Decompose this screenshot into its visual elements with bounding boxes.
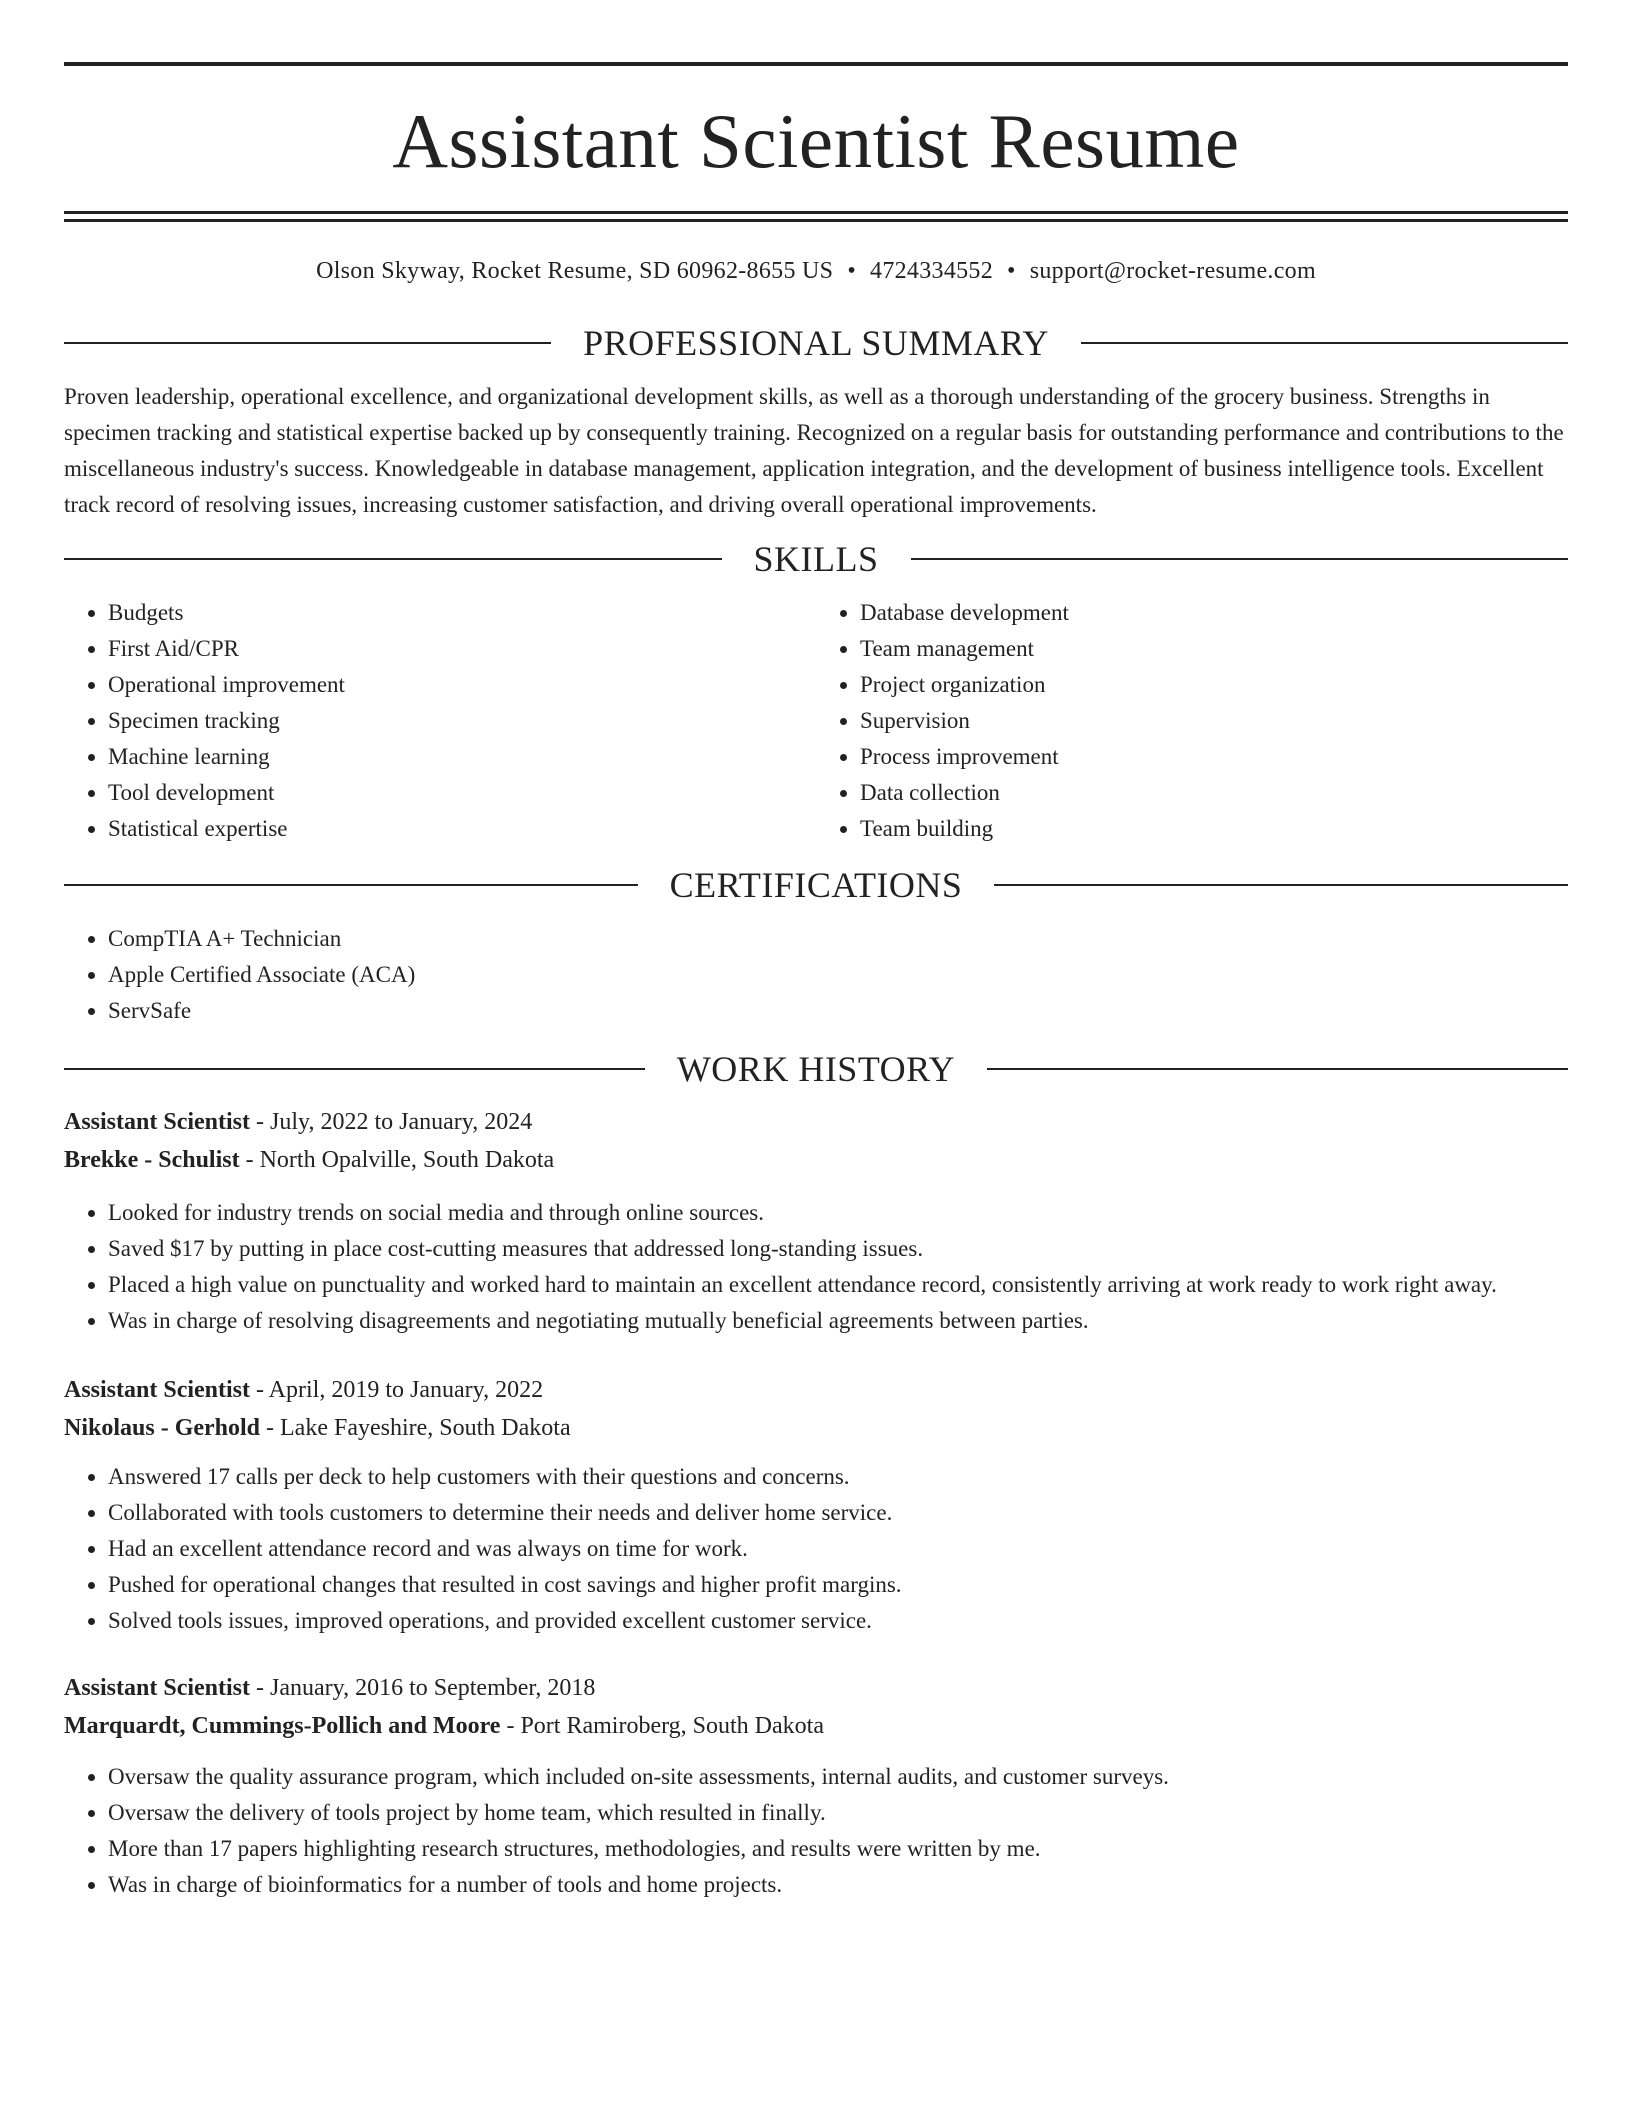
contact-separator: • bbox=[847, 258, 857, 284]
divider-line bbox=[1081, 342, 1568, 344]
skill-item: • Team management bbox=[860, 631, 1568, 667]
job-bullet: • Was in charge of resolving disagreements and negotiating mutually beneficial agreements between parties. bbox=[108, 1303, 1568, 1339]
job-bullet: • Collaborated with tools customers to determine their needs and deliver home service. bbox=[108, 1495, 1568, 1531]
work-heading: WORK HISTORY bbox=[676, 1049, 956, 1089]
job-company: Brekke - Schulist bbox=[64, 1147, 240, 1173]
job-title: Assistant Scientist bbox=[64, 1377, 251, 1403]
skill-item: • Database development bbox=[860, 595, 1568, 631]
job-bullet: • Saved $17 by putting in place cost-cutting measures that addressed long-standing issues. bbox=[108, 1231, 1568, 1267]
job-location: - North Opalville, South Dakota bbox=[239, 1147, 555, 1173]
summary-text: Proven leadership, operational excellence, and organizational development skills, as well as a thorough understanding of the grocery business. Strengths in specimen tracking and statistical expertise backed up by consequently training. Recognized on a regular basis for outstanding performance and contributions to the miscellaneous industry's success. Knowledgeable in database management, application integration, and the development of business intelligence tools. Excellent track record of resolving issues, increasing customer satisfaction, and driving overall operational improvements. bbox=[64, 384, 1564, 517]
job-bullet: • Oversaw the delivery of tools project by home team, which resulted in finally. bbox=[108, 1795, 1568, 1831]
title-double-rule bbox=[64, 211, 1568, 222]
job-company-line bbox=[64, 1409, 1568, 1447]
resume-title: Assistant Scientist Resume bbox=[392, 98, 1240, 184]
job-bullets bbox=[64, 1759, 1568, 1903]
job-title: Assistant Scientist bbox=[64, 1675, 251, 1701]
skill-item: • Process improvement bbox=[860, 739, 1568, 775]
job-bullet: • Pushed for operational changes that resulted in cost savings and higher profit margins. bbox=[108, 1567, 1568, 1603]
skills-list-left bbox=[64, 595, 816, 847]
skill-item: • Team building bbox=[860, 811, 1568, 847]
job-bullet: • Oversaw the quality assurance program, which included on-site assessments, internal audits, and customer surveys. bbox=[108, 1759, 1568, 1795]
certifications-list bbox=[64, 921, 1568, 1029]
certification-item: • ServSafe bbox=[108, 993, 1568, 1029]
certification-item: • Apple Certified Associate (ACA) bbox=[108, 957, 1568, 993]
skill-item: • First Aid/CPR bbox=[108, 631, 816, 667]
job-bullet: • Answered 17 calls per deck to help customers with their questions and concerns. bbox=[108, 1459, 1568, 1495]
skills-section-header bbox=[64, 541, 1568, 577]
certifications-heading: CERTIFICATIONS bbox=[669, 865, 963, 905]
summary-section-header bbox=[64, 325, 1568, 361]
skill-item: • Specimen tracking bbox=[108, 703, 816, 739]
divider-line bbox=[987, 1068, 1568, 1070]
job-company-line bbox=[64, 1707, 1568, 1745]
contact-email: support@rocket-resume.com bbox=[1029, 258, 1316, 284]
job-title-line bbox=[64, 1103, 1568, 1141]
job-location: - Lake Fayeshire, South Dakota bbox=[260, 1415, 571, 1441]
job-bullet: • Had an excellent attendance record and was always on time for work. bbox=[108, 1531, 1568, 1567]
skill-item: • Statistical expertise bbox=[108, 811, 816, 847]
divider-line bbox=[64, 558, 722, 560]
job-bullet: • More than 17 papers highlighting research structures, methodologies, and results were written by me. bbox=[108, 1831, 1568, 1867]
contact-phone: 4724334552 bbox=[870, 258, 994, 284]
job-dates: - July, 2022 to January, 2024 bbox=[250, 1109, 533, 1135]
skill-item: • Machine learning bbox=[108, 739, 816, 775]
divider-line bbox=[64, 342, 551, 344]
skills-list-right bbox=[816, 595, 1568, 847]
work-section-header bbox=[64, 1051, 1568, 1087]
job-bullet: • Looked for industry trends on social media and through online sources. bbox=[108, 1195, 1568, 1231]
job-title: Assistant Scientist bbox=[64, 1109, 251, 1135]
job-bullet: • Placed a high value on punctuality and worked hard to maintain an excellent attendance record, consistently arriving at work ready to work right away. bbox=[108, 1267, 1568, 1303]
top-rule bbox=[64, 62, 1568, 66]
job-company-line bbox=[64, 1141, 1568, 1179]
job-bullets bbox=[64, 1459, 1568, 1639]
job-title-line bbox=[64, 1371, 1568, 1409]
job-dates: - January, 2016 to September, 2018 bbox=[250, 1675, 596, 1701]
job-bullet: • Solved tools issues, improved operations, and provided excellent customer service. bbox=[108, 1603, 1568, 1639]
job-bullet: • Was in charge of bioinformatics for a number of tools and home projects. bbox=[108, 1867, 1568, 1903]
job-location: - Port Ramiroberg, South Dakota bbox=[500, 1713, 824, 1739]
divider-line bbox=[911, 558, 1569, 560]
job-title-line bbox=[64, 1669, 1568, 1707]
certifications-section-header bbox=[64, 867, 1568, 903]
divider-line bbox=[64, 1068, 645, 1070]
job-entry bbox=[64, 1371, 1568, 1639]
job-entry bbox=[64, 1103, 1568, 1339]
job-company: Nikolaus - Gerhold bbox=[64, 1415, 261, 1441]
skill-item: • Project organization bbox=[860, 667, 1568, 703]
skill-item: • Operational improvement bbox=[108, 667, 816, 703]
job-company: Marquardt, Cummings-Pollich and Moore bbox=[64, 1713, 501, 1739]
contact-separator: • bbox=[1007, 258, 1016, 284]
skills-columns bbox=[64, 595, 1568, 847]
certification-item: • CompTIA A+ Technician bbox=[108, 921, 1568, 957]
divider-line bbox=[994, 884, 1568, 886]
summary-heading: PROFESSIONAL SUMMARY bbox=[583, 323, 1049, 363]
job-bullets bbox=[64, 1195, 1568, 1339]
skills-heading: SKILLS bbox=[753, 539, 879, 579]
skill-item: • Data collection bbox=[860, 775, 1568, 811]
job-dates: - April, 2019 to January, 2022 bbox=[250, 1377, 544, 1403]
job-entry bbox=[64, 1669, 1568, 1903]
skill-item: • Budgets bbox=[108, 595, 816, 631]
skill-item: • Tool development bbox=[108, 775, 816, 811]
skill-item: • Supervision bbox=[860, 703, 1568, 739]
contact-line bbox=[64, 258, 1568, 285]
contact-address: Olson Skyway, Rocket Resume, SD 60962-8655 US bbox=[316, 258, 834, 284]
divider-line bbox=[64, 884, 638, 886]
